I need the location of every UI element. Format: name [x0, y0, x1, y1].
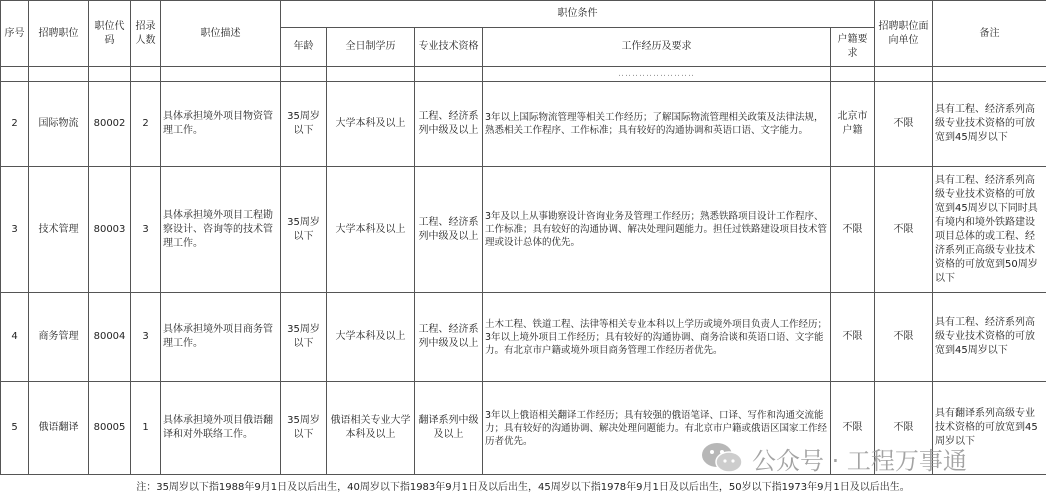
watermark-text: 公众号 · 工程万事通 [752, 446, 967, 475]
header-code: 职位代码 [89, 1, 131, 67]
header-remarks: 备注 [933, 1, 1046, 67]
cell-qualification: 工程、经济系列中级及以上 [415, 293, 483, 382]
cell-code: 80005 [89, 382, 131, 475]
cell-count: 3 [131, 293, 161, 382]
cell-position: 商务管理 [29, 293, 89, 382]
table-row [1, 167, 1046, 293]
header-education: 全日制学历 [327, 28, 415, 67]
cell-code: 80003 [89, 167, 131, 293]
cell-experience: 土木工程、铁道工程、法律等相关专业本科以上学历或境外项目负责人工作经历；3年以上境外项目工作经历；具有较好的沟通协调、商务洽谈和英语口语、文字能力。有北京市户籍或境外项目商务管理工作经历者优先。 [483, 293, 831, 382]
cell-count: 1 [131, 382, 161, 475]
cell-position: 俄语翻译 [29, 382, 89, 475]
cell-description: 具体承担境外项目工程勘察设计、咨询等的技术管理工作。 [161, 167, 281, 293]
cell-experience: 3年以上俄语相关翻译工作经历；具有较强的俄语笔译、口译、写作和沟通交流能力；具有较好的沟通协调、解决处理问题能力。有北京市户籍或俄语区国家工作经历者优先。 [483, 382, 831, 475]
cell-experience: 3年及以上从事勘察设计咨询业务及管理工作经历；熟悉铁路项目设计工作程序、工作标准；具有较好的沟通协调、解决处理问题能力。担任过铁路建设项目技术管理或设计总体的优先。 [483, 167, 831, 293]
header-position: 招聘职位 [29, 1, 89, 67]
cell-remarks: 具有工程、经济系列高级专业技术资格的可放宽到45周岁以下同时具有境内和境外铁路建设项目总体的或工程、经济系列正高级专业技术资格的可放宽到50周岁以下 [933, 167, 1046, 293]
header-experience: 工作经历及要求 [483, 28, 831, 67]
header-hukou: 户籍要求 [831, 28, 875, 67]
header-qualification: 专业技术资格 [415, 28, 483, 67]
cell-code: 80002 [89, 82, 131, 167]
cell-position: 技术管理 [29, 167, 89, 293]
cell-age: 35周岁以下 [281, 382, 327, 475]
cell-education: 大学本科及以上 [327, 293, 415, 382]
cell-seq: 3 [1, 167, 29, 293]
cell-remarks: 具有工程、经济系列高级专业技术资格的可放宽到45周岁以下 [933, 82, 1046, 167]
header-seq: 序号 [1, 1, 29, 67]
cell-age: 35周岁以下 [281, 82, 327, 167]
cell-qualification: 翻译系列中级及以上 [415, 382, 483, 475]
cell-target: 不限 [875, 82, 933, 167]
header-count: 招录人数 [131, 1, 161, 67]
cell-age: 35周岁以下 [281, 293, 327, 382]
cell-count: 3 [131, 167, 161, 293]
table-row [1, 82, 1046, 167]
cell-code: 80004 [89, 293, 131, 382]
header-target: 招聘职位面向单位 [875, 1, 933, 67]
cell-seq: 4 [1, 293, 29, 382]
footnote: 注：35周岁以下指1988年9月1日及以后出生，40周岁以下指1983年9月1日及以后出生，45周岁以下指1978年9月1日及以后出生，50岁以下指1973年9月1日及以后出生。 [136, 482, 910, 493]
cell-position: 国际物流 [29, 82, 89, 167]
cell-hukou: 不限 [831, 167, 875, 293]
cell-seq: 2 [1, 82, 29, 167]
table-row [1, 293, 1046, 382]
cell-qualification: 工程、经济系列中级及以上 [415, 82, 483, 167]
truncated-text-fragment: ‥‥‥‥‥‥‥‥‥‥‥ [483, 67, 831, 82]
cell-qualification: 工程、经济系列中级及以上 [415, 167, 483, 293]
header-description: 职位描述 [161, 1, 281, 67]
wechat-icon [700, 441, 744, 475]
cell-description: 具体承担境外项目俄语翻译和对外联络工作。 [161, 382, 281, 475]
cell-remarks: 具有工程、经济系列高级专业技术资格的可放宽到45周岁以下 [933, 293, 1046, 382]
cell-education: 大学本科及以上 [327, 82, 415, 167]
cell-seq: 5 [1, 382, 29, 475]
cell-count: 2 [131, 82, 161, 167]
header-age: 年龄 [281, 28, 327, 67]
cell-description: 具体承担境外项目商务管理工作。 [161, 293, 281, 382]
truncated-row-fragment [1, 67, 1046, 82]
cell-remarks: 具有翻译系列高级专业技术资格的可放宽到45周岁以下 [933, 382, 1046, 475]
cell-experience: 3年以上国际物流管理等相关工作经历；了解国际物流管理相关政策及法律法规，熟悉相关工作程序、工作标准；具有较好的沟通协调和英语口语、文字能力。 [483, 82, 831, 167]
cell-age: 35周岁以下 [281, 167, 327, 293]
cell-education: 俄语相关专业大学本科及以上 [327, 382, 415, 475]
cell-description: 具体承担境外项目物资管理工作。 [161, 82, 281, 167]
cell-target: 不限 [875, 382, 933, 475]
cell-hukou: 不限 [831, 382, 875, 475]
watermark [700, 438, 967, 478]
cell-target: 不限 [875, 167, 933, 293]
cell-education: 大学本科及以上 [327, 167, 415, 293]
cell-target: 不限 [875, 293, 933, 382]
cell-hukou: 北京市户籍 [831, 82, 875, 167]
header-conditions: 职位条件 [281, 1, 875, 28]
cell-hukou: 不限 [831, 293, 875, 382]
